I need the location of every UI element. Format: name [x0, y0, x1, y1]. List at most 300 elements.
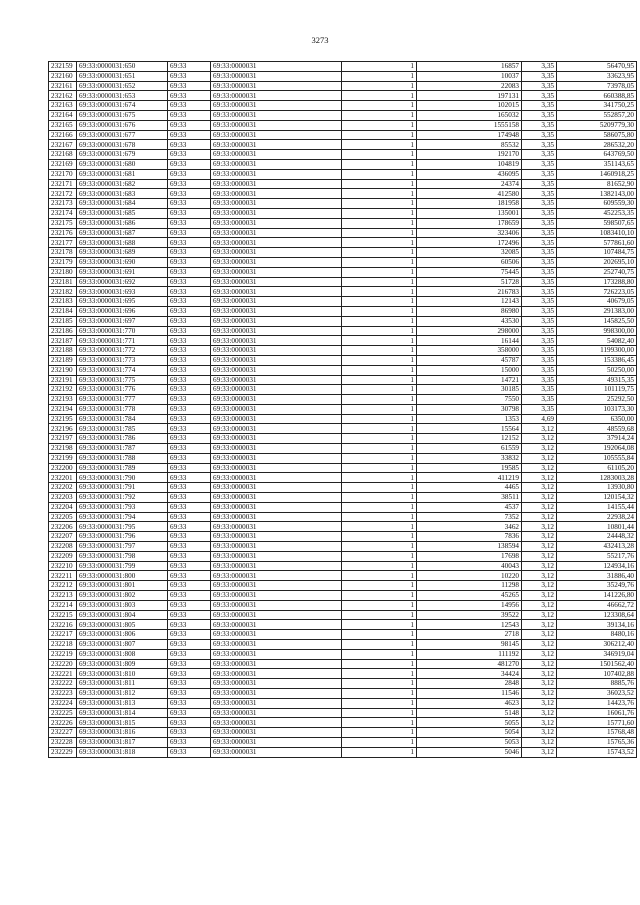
cell-cadastral-number: 69:33:0000031:804: [77, 610, 168, 620]
cell-rate: 3,12: [522, 493, 557, 503]
cell-district-code: 69:33: [168, 218, 211, 228]
cell-district-code: 69:33: [168, 375, 211, 385]
cell-row-number: 232190: [49, 365, 77, 375]
cell-district-code: 69:33: [168, 62, 211, 72]
cell-cadastral-number: 69:33:0000031:674: [77, 101, 168, 111]
cell-quarter-number: 69:33:0000031: [211, 689, 342, 699]
cell-cadastral-number: 69:33:0000031:800: [77, 571, 168, 581]
cell-district-code: 69:33: [168, 346, 211, 356]
cell-row-number: 232167: [49, 140, 77, 150]
cell-count: 1: [342, 326, 417, 336]
cell-row-number: 232227: [49, 728, 77, 738]
cell-rate: 3,12: [522, 551, 557, 561]
cell-row-number: 232196: [49, 424, 77, 434]
cell-quarter-number: 69:33:0000031: [211, 81, 342, 91]
cell-cadastral-number: 69:33:0000031:814: [77, 708, 168, 718]
cell-rate: 3,35: [522, 257, 557, 267]
cell-rate: 3,12: [522, 522, 557, 532]
cell-value: 173288,80: [557, 277, 637, 287]
cell-value: 107484,75: [557, 248, 637, 258]
cell-count: 1: [342, 395, 417, 405]
cell-district-code: 69:33: [168, 561, 211, 571]
cell-row-number: 232208: [49, 542, 77, 552]
table-row: [49, 718, 637, 728]
cell-value: 81652,90: [557, 179, 637, 189]
cell-district-code: 69:33: [168, 277, 211, 287]
cell-row-number: 232173: [49, 199, 77, 209]
cell-area: 15000: [417, 365, 522, 375]
cell-value: 37914,24: [557, 434, 637, 444]
cell-row-number: 232201: [49, 473, 77, 483]
cell-row-number: 232203: [49, 493, 77, 503]
table-row: [49, 512, 637, 522]
cell-count: 1: [342, 483, 417, 493]
cell-district-code: 69:33: [168, 689, 211, 699]
cell-district-code: 69:33: [168, 414, 211, 424]
cell-rate: 3,35: [522, 306, 557, 316]
table-row: [49, 277, 637, 287]
cell-count: 1: [342, 679, 417, 689]
cell-area: 39522: [417, 610, 522, 620]
cell-row-number: 232180: [49, 267, 77, 277]
table-row: [49, 620, 637, 630]
cell-cadastral-number: 69:33:0000031:795: [77, 522, 168, 532]
cell-quarter-number: 69:33:0000031: [211, 444, 342, 454]
cell-district-code: 69:33: [168, 669, 211, 679]
table-row: [49, 62, 637, 72]
cell-quarter-number: 69:33:0000031: [211, 640, 342, 650]
cell-quarter-number: 69:33:0000031: [211, 130, 342, 140]
cell-value: 46662,72: [557, 600, 637, 610]
cell-district-code: 69:33: [168, 101, 211, 111]
cell-district-code: 69:33: [168, 610, 211, 620]
cell-row-number: 232178: [49, 248, 77, 258]
cell-area: 75445: [417, 267, 522, 277]
cell-rate: 3,35: [522, 404, 557, 414]
cell-value: 998300,00: [557, 326, 637, 336]
cell-district-code: 69:33: [168, 120, 211, 130]
cell-row-number: 232176: [49, 228, 77, 238]
cell-district-code: 69:33: [168, 434, 211, 444]
cell-count: 1: [342, 522, 417, 532]
cell-quarter-number: 69:33:0000031: [211, 747, 342, 757]
table-row: [49, 385, 637, 395]
table-row: [49, 316, 637, 326]
cell-quarter-number: 69:33:0000031: [211, 62, 342, 72]
table-row: [49, 640, 637, 650]
cell-row-number: 232221: [49, 669, 77, 679]
cell-value: 141226,80: [557, 591, 637, 601]
cell-rate: 3,35: [522, 208, 557, 218]
cell-count: 1: [342, 169, 417, 179]
cell-row-number: 232170: [49, 169, 77, 179]
cell-cadastral-number: 69:33:0000031:676: [77, 120, 168, 130]
cell-value: 16061,76: [557, 708, 637, 718]
table-row: [49, 571, 637, 581]
cell-value: 726223,05: [557, 287, 637, 297]
cell-count: 1: [342, 91, 417, 101]
table-row: [49, 473, 637, 483]
cell-rate: 3,12: [522, 512, 557, 522]
cell-count: 1: [342, 62, 417, 72]
cell-count: 1: [342, 267, 417, 277]
cell-quarter-number: 69:33:0000031: [211, 512, 342, 522]
cell-value: 8885,76: [557, 679, 637, 689]
cell-count: 1: [342, 257, 417, 267]
cell-quarter-number: 69:33:0000031: [211, 365, 342, 375]
cell-area: 17698: [417, 551, 522, 561]
cell-row-number: 232188: [49, 346, 77, 356]
cell-rate: 3,12: [522, 600, 557, 610]
cell-rate: 3,12: [522, 473, 557, 483]
cell-district-code: 69:33: [168, 130, 211, 140]
cell-area: 5055: [417, 718, 522, 728]
cell-value: 107402,88: [557, 669, 637, 679]
cell-value: 124934,16: [557, 561, 637, 571]
cell-quarter-number: 69:33:0000031: [211, 101, 342, 111]
cell-cadastral-number: 69:33:0000031:651: [77, 71, 168, 81]
cell-district-code: 69:33: [168, 140, 211, 150]
table-row: [49, 120, 637, 130]
cell-row-number: 232225: [49, 708, 77, 718]
cell-value: 586075,80: [557, 130, 637, 140]
cell-count: 1: [342, 316, 417, 326]
table-row: [49, 365, 637, 375]
cell-rate: 3,35: [522, 395, 557, 405]
cell-value: 61105,20: [557, 463, 637, 473]
cell-quarter-number: 69:33:0000031: [211, 336, 342, 346]
cell-area: 358000: [417, 346, 522, 356]
cell-district-code: 69:33: [168, 620, 211, 630]
cell-area: 102015: [417, 101, 522, 111]
cell-district-code: 69:33: [168, 522, 211, 532]
cell-rate: 3,35: [522, 199, 557, 209]
table-row: [49, 404, 637, 414]
cell-value: 1460918,25: [557, 169, 637, 179]
cell-cadastral-number: 69:33:0000031:806: [77, 630, 168, 640]
cell-cadastral-number: 69:33:0000031:815: [77, 718, 168, 728]
cell-value: 120154,32: [557, 493, 637, 503]
cell-cadastral-number: 69:33:0000031:696: [77, 306, 168, 316]
cell-quarter-number: 69:33:0000031: [211, 110, 342, 120]
cell-count: 1: [342, 140, 417, 150]
cell-rate: 3,12: [522, 718, 557, 728]
cell-cadastral-number: 69:33:0000031:797: [77, 542, 168, 552]
cell-count: 1: [342, 600, 417, 610]
cell-quarter-number: 69:33:0000031: [211, 620, 342, 630]
cell-area: 12152: [417, 434, 522, 444]
cell-value: 73978,05: [557, 81, 637, 91]
cell-count: 1: [342, 385, 417, 395]
cell-row-number: 232197: [49, 434, 77, 444]
cell-cadastral-number: 69:33:0000031:770: [77, 326, 168, 336]
cell-value: 6350,00: [557, 414, 637, 424]
cell-cadastral-number: 69:33:0000031:778: [77, 404, 168, 414]
cell-cadastral-number: 69:33:0000031:784: [77, 414, 168, 424]
cell-value: 351143,65: [557, 159, 637, 169]
cell-cadastral-number: 69:33:0000031:693: [77, 287, 168, 297]
cell-cadastral-number: 69:33:0000031:788: [77, 453, 168, 463]
cell-district-code: 69:33: [168, 326, 211, 336]
cell-area: 11298: [417, 581, 522, 591]
cell-quarter-number: 69:33:0000031: [211, 708, 342, 718]
cell-row-number: 232175: [49, 218, 77, 228]
cell-area: 45787: [417, 355, 522, 365]
cell-row-number: 232192: [49, 385, 77, 395]
cell-area: 4537: [417, 502, 522, 512]
table-row: [49, 238, 637, 248]
cell-row-number: 232194: [49, 404, 77, 414]
cell-area: 298000: [417, 326, 522, 336]
cell-cadastral-number: 69:33:0000031:807: [77, 640, 168, 650]
cell-rate: 3,12: [522, 453, 557, 463]
cell-count: 1: [342, 346, 417, 356]
cell-rate: 3,35: [522, 169, 557, 179]
cell-cadastral-number: 69:33:0000031:677: [77, 130, 168, 140]
cell-value: 577861,60: [557, 238, 637, 248]
cell-rate: 3,35: [522, 385, 557, 395]
cell-value: 552857,20: [557, 110, 637, 120]
cell-district-code: 69:33: [168, 679, 211, 689]
table-row: [49, 169, 637, 179]
cell-quarter-number: 69:33:0000031: [211, 679, 342, 689]
cell-value: 5209779,30: [557, 120, 637, 130]
cell-district-code: 69:33: [168, 483, 211, 493]
cell-count: 1: [342, 551, 417, 561]
cell-rate: 3,12: [522, 640, 557, 650]
cell-quarter-number: 69:33:0000031: [211, 218, 342, 228]
cell-rate: 3,35: [522, 277, 557, 287]
cell-district-code: 69:33: [168, 659, 211, 669]
cell-cadastral-number: 69:33:0000031:796: [77, 532, 168, 542]
cell-quarter-number: 69:33:0000031: [211, 698, 342, 708]
cell-rate: 3,35: [522, 228, 557, 238]
cell-district-code: 69:33: [168, 502, 211, 512]
cell-row-number: 232174: [49, 208, 77, 218]
cell-rate: 3,35: [522, 110, 557, 120]
cell-rate: 3,12: [522, 610, 557, 620]
cell-value: 103173,30: [557, 404, 637, 414]
cell-rate: 3,35: [522, 62, 557, 72]
cell-area: 3462: [417, 522, 522, 532]
cell-value: 14423,76: [557, 698, 637, 708]
cell-value: 15743,52: [557, 747, 637, 757]
cell-row-number: 232189: [49, 355, 77, 365]
cell-area: 4465: [417, 483, 522, 493]
cell-quarter-number: 69:33:0000031: [211, 424, 342, 434]
cell-count: 1: [342, 630, 417, 640]
cell-value: 15771,60: [557, 718, 637, 728]
cell-area: 60506: [417, 257, 522, 267]
cell-district-code: 69:33: [168, 463, 211, 473]
cell-count: 1: [342, 336, 417, 346]
cell-quarter-number: 69:33:0000031: [211, 326, 342, 336]
cell-cadastral-number: 69:33:0000031:692: [77, 277, 168, 287]
cell-value: 1283003,28: [557, 473, 637, 483]
cell-area: 5054: [417, 728, 522, 738]
cell-count: 1: [342, 737, 417, 747]
cell-quarter-number: 69:33:0000031: [211, 189, 342, 199]
cell-row-number: 232229: [49, 747, 77, 757]
cell-cadastral-number: 69:33:0000031:818: [77, 747, 168, 757]
cell-cadastral-number: 69:33:0000031:686: [77, 218, 168, 228]
cell-rate: 4,69: [522, 414, 557, 424]
cell-row-number: 232163: [49, 101, 77, 111]
table-row: [49, 91, 637, 101]
cell-area: 138594: [417, 542, 522, 552]
cell-cadastral-number: 69:33:0000031:691: [77, 267, 168, 277]
cell-quarter-number: 69:33:0000031: [211, 316, 342, 326]
cell-cadastral-number: 69:33:0000031:792: [77, 493, 168, 503]
cell-rate: 3,35: [522, 140, 557, 150]
cell-quarter-number: 69:33:0000031: [211, 473, 342, 483]
cell-row-number: 232206: [49, 522, 77, 532]
cell-cadastral-number: 69:33:0000031:801: [77, 581, 168, 591]
cell-count: 1: [342, 640, 417, 650]
table-row: [49, 532, 637, 542]
cell-rate: 3,12: [522, 571, 557, 581]
cell-cadastral-number: 69:33:0000031:682: [77, 179, 168, 189]
cell-row-number: 232168: [49, 150, 77, 160]
cell-rate: 3,35: [522, 297, 557, 307]
cell-count: 1: [342, 150, 417, 160]
cell-cadastral-number: 69:33:0000031:813: [77, 698, 168, 708]
cell-quarter-number: 69:33:0000031: [211, 208, 342, 218]
table-row: [49, 591, 637, 601]
table-row: [49, 542, 637, 552]
cell-count: 1: [342, 179, 417, 189]
cell-rate: 3,12: [522, 698, 557, 708]
cell-row-number: 232207: [49, 532, 77, 542]
cell-area: 12143: [417, 297, 522, 307]
table-row: [49, 306, 637, 316]
cell-cadastral-number: 69:33:0000031:681: [77, 169, 168, 179]
cell-rate: 3,35: [522, 81, 557, 91]
cell-rate: 3,35: [522, 238, 557, 248]
cell-area: 98145: [417, 640, 522, 650]
cell-row-number: 232224: [49, 698, 77, 708]
cell-rate: 3,12: [522, 669, 557, 679]
cell-cadastral-number: 69:33:0000031:775: [77, 375, 168, 385]
cell-district-code: 69:33: [168, 385, 211, 395]
cell-count: 1: [342, 463, 417, 473]
cell-value: 105555,84: [557, 453, 637, 463]
table-row: [49, 630, 637, 640]
cell-count: 1: [342, 512, 417, 522]
cell-district-code: 69:33: [168, 444, 211, 454]
cell-value: 15768,48: [557, 728, 637, 738]
cell-district-code: 69:33: [168, 532, 211, 542]
cell-quarter-number: 69:33:0000031: [211, 453, 342, 463]
cell-rate: 3,12: [522, 630, 557, 640]
table-row: [49, 444, 637, 454]
cell-area: 1555158: [417, 120, 522, 130]
cell-quarter-number: 69:33:0000031: [211, 404, 342, 414]
table-row: [49, 355, 637, 365]
cell-value: 33623,95: [557, 71, 637, 81]
cell-value: 101119,75: [557, 385, 637, 395]
cell-value: 49315,35: [557, 375, 637, 385]
cell-quarter-number: 69:33:0000031: [211, 238, 342, 248]
cell-area: 61559: [417, 444, 522, 454]
table-row: [49, 287, 637, 297]
cell-value: 1501562,40: [557, 659, 637, 669]
cell-district-code: 69:33: [168, 267, 211, 277]
cell-count: 1: [342, 747, 417, 757]
cell-count: 1: [342, 591, 417, 601]
cell-cadastral-number: 69:33:0000031:787: [77, 444, 168, 454]
cell-rate: 3,35: [522, 218, 557, 228]
cell-quarter-number: 69:33:0000031: [211, 159, 342, 169]
cell-area: 5046: [417, 747, 522, 757]
cell-area: 104819: [417, 159, 522, 169]
table-row: [49, 267, 637, 277]
cell-district-code: 69:33: [168, 355, 211, 365]
cell-rate: 3,35: [522, 287, 557, 297]
cell-count: 1: [342, 199, 417, 209]
cell-value: 15765,36: [557, 737, 637, 747]
cell-quarter-number: 69:33:0000031: [211, 385, 342, 395]
table-row: [49, 257, 637, 267]
cell-area: 7836: [417, 532, 522, 542]
cell-cadastral-number: 69:33:0000031:816: [77, 728, 168, 738]
cell-area: 85532: [417, 140, 522, 150]
cell-row-number: 232162: [49, 91, 77, 101]
cell-row-number: 232202: [49, 483, 77, 493]
cell-quarter-number: 69:33:0000031: [211, 179, 342, 189]
cell-district-code: 69:33: [168, 708, 211, 718]
table-row: [49, 346, 637, 356]
cell-value: 660388,85: [557, 91, 637, 101]
cell-row-number: 232191: [49, 375, 77, 385]
cell-district-code: 69:33: [168, 737, 211, 747]
cell-rate: 3,12: [522, 532, 557, 542]
table-row: [49, 698, 637, 708]
cell-cadastral-number: 69:33:0000031:802: [77, 591, 168, 601]
cell-district-code: 69:33: [168, 71, 211, 81]
cell-quarter-number: 69:33:0000031: [211, 71, 342, 81]
cell-row-number: 232193: [49, 395, 77, 405]
cell-row-number: 232228: [49, 737, 77, 747]
cell-district-code: 69:33: [168, 718, 211, 728]
table-row: [49, 189, 637, 199]
cell-value: 56470,95: [557, 62, 637, 72]
cell-count: 1: [342, 277, 417, 287]
cell-rate: 3,35: [522, 346, 557, 356]
cell-area: 30798: [417, 404, 522, 414]
cell-district-code: 69:33: [168, 591, 211, 601]
cell-row-number: 232172: [49, 189, 77, 199]
cell-quarter-number: 69:33:0000031: [211, 600, 342, 610]
cell-district-code: 69:33: [168, 571, 211, 581]
cell-district-code: 69:33: [168, 404, 211, 414]
cell-count: 1: [342, 404, 417, 414]
table-row: [49, 737, 637, 747]
cell-district-code: 69:33: [168, 228, 211, 238]
cell-row-number: 232164: [49, 110, 77, 120]
cell-quarter-number: 69:33:0000031: [211, 551, 342, 561]
cell-quarter-number: 69:33:0000031: [211, 591, 342, 601]
cell-value: 1083410,10: [557, 228, 637, 238]
cell-count: 1: [342, 208, 417, 218]
table-row: [49, 581, 637, 591]
cell-area: 181958: [417, 199, 522, 209]
cell-quarter-number: 69:33:0000031: [211, 659, 342, 669]
cell-district-code: 69:33: [168, 257, 211, 267]
table-row: [49, 669, 637, 679]
cell-value: 643769,50: [557, 150, 637, 160]
cell-row-number: 232210: [49, 561, 77, 571]
